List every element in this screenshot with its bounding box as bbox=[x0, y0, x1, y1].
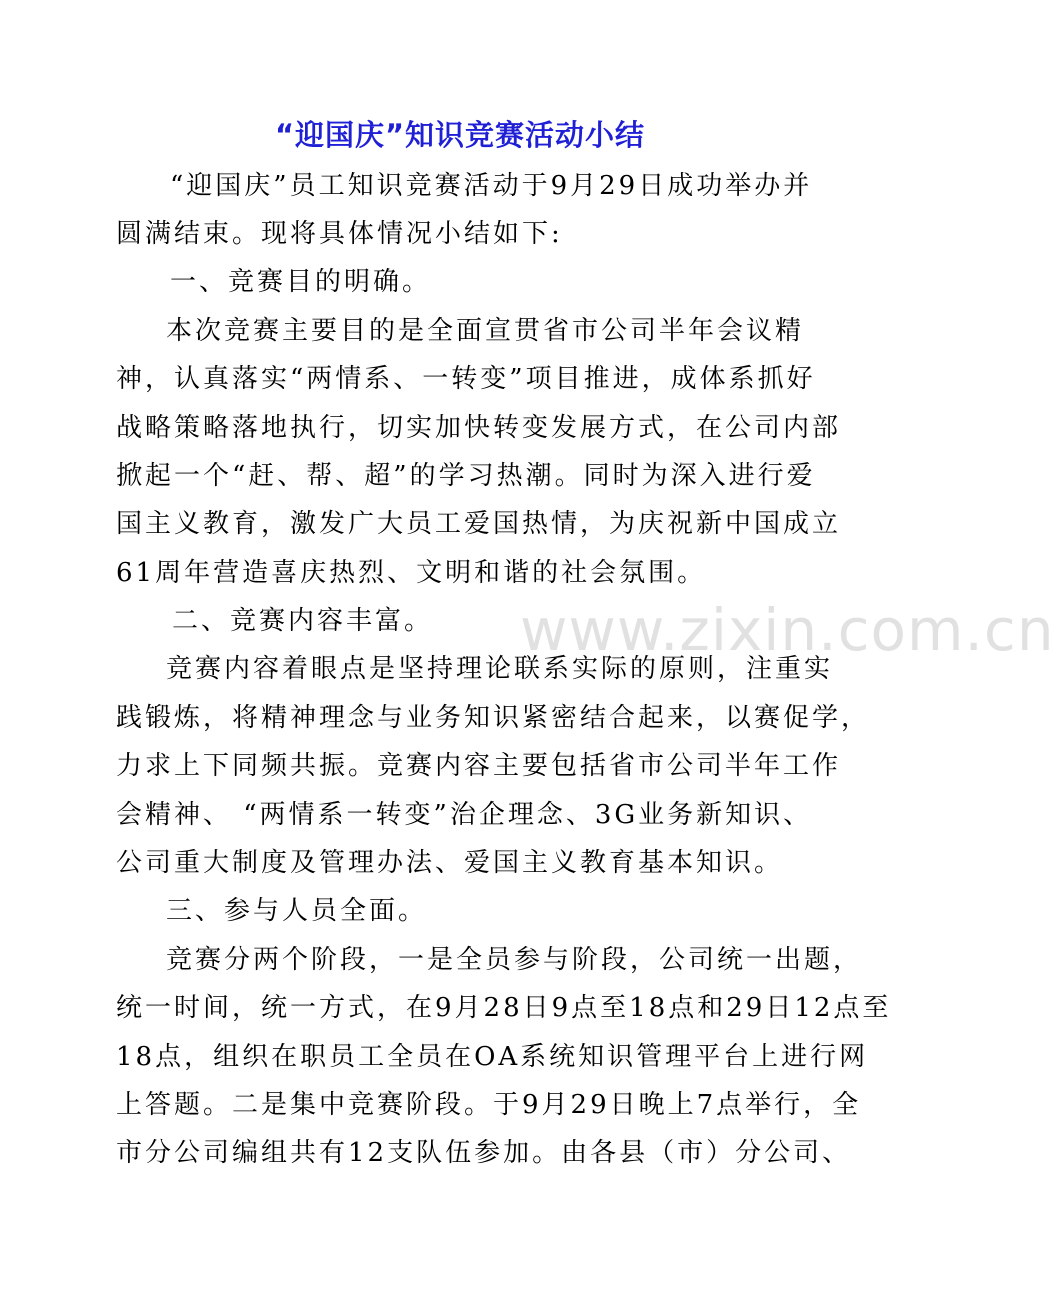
watermark: www.zixin.com.cn bbox=[520, 596, 1055, 664]
paragraph-line: “迎国庆”员工知识竞赛活动于9月29日成功举办并 bbox=[170, 171, 813, 201]
document-title: “迎国庆”知识竞赛活动小结 bbox=[274, 118, 646, 152]
paragraph-line: 国主义教育，激发广大员工爱国热情，为庆祝新中国成立 bbox=[116, 509, 842, 539]
paragraph-line: 统一时间，统一方式，在9月28日9点至18点和29日12点至 bbox=[116, 993, 892, 1023]
section-heading: 二、竞赛内容丰富。 bbox=[172, 606, 434, 636]
paragraph-line: 力求上下同频共振。竞赛内容主要包括省市公司半年工作 bbox=[116, 751, 842, 781]
paragraph-line: 市分公司编组共有12支队伍参加。由各县（市）分公司、 bbox=[116, 1138, 852, 1168]
paragraph-line: 竞赛内容着眼点是坚持理论联系实际的原则，注重实 bbox=[166, 654, 834, 684]
paragraph-line: 61周年营造喜庆热烈、文明和谐的社会氛围。 bbox=[116, 558, 707, 588]
paragraph-line: 践锻炼，将精神理念与业务知识紧密结合起来，以赛促学， bbox=[116, 703, 871, 733]
paragraph-line: 战略策略落地执行，切实加快转变发展方式，在公司内部 bbox=[116, 413, 842, 443]
paragraph-line: 公司重大制度及管理办法、爱国主义教育基本知识。 bbox=[116, 848, 784, 878]
paragraph-line: 圆满结束。现将具体情况小结如下: bbox=[116, 219, 563, 249]
paragraph-line: 神，认真落实“两情系、一转变”项目推进，成体系抓好 bbox=[116, 364, 816, 394]
paragraph-line: 掀起一个“赶、帮、超”的学习热潮。同时为深入进行爱 bbox=[116, 461, 816, 491]
paragraph-line: 18点，组织在职员工全员在OA系统知识管理平台上进行网 bbox=[116, 1042, 869, 1072]
section-heading: 一、竞赛目的明确。 bbox=[170, 267, 432, 297]
section-heading: 三、参与人员全面。 bbox=[166, 896, 428, 926]
paragraph-line: 上答题。二是集中竞赛阶段。于9月29日晚上7点举行，全 bbox=[116, 1090, 862, 1120]
paragraph-line: 会精神、 “两情系一转变”治企理念、3G业务新知识、 bbox=[116, 800, 813, 830]
paragraph-line: 本次竞赛主要目的是全面宣贯省市公司半年会议精 bbox=[166, 316, 805, 346]
paragraph-line: 竞赛分两个阶段，一是全员参与阶段，公司统一出题， bbox=[166, 945, 863, 975]
